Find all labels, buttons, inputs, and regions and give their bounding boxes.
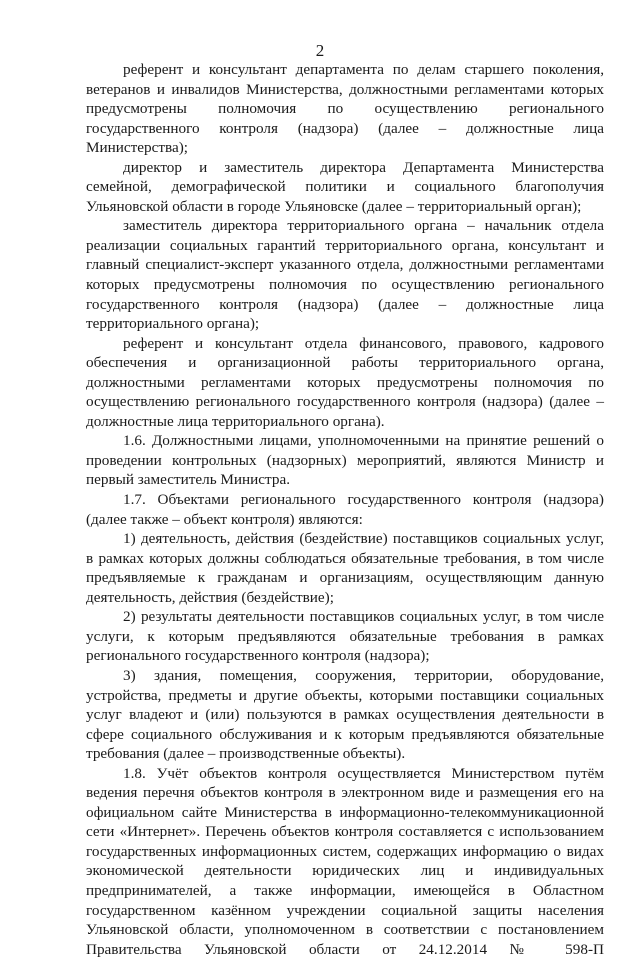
paragraph-item-3: 3) здания, помещения, сооружения, территории, оборудование, устройства, предметы и другие объекты, которыми поставщики социальных услуг владеют и (или) пользуются в рамках осуществления деятельности в сфере социального обслуживания и к которым предъявляются обязательные требования (далее – производственные объекты). <box>86 666 604 763</box>
paragraph-referent-finance: референт и консультант отдела финансового, правового, кадрового обеспечения и организационной работы территориального органа, должностными регламентами которых предусмотрены полномочия по осуществлению регионального государственного контроля (надзора) (далее – должностные лица территориального органа). <box>86 334 604 430</box>
document-body <box>86 60 604 959</box>
paragraph-director-territorial: директор и заместитель директора Департамента Министерства семейной, демографической политики и социального благополучия Ульяновской области в городе Ульяновске (далее – территориальный орган); <box>86 158 604 215</box>
paragraph-1-8: 1.8. Учёт объектов контроля осуществляется Министерством путём ведения перечня объектов контроля в электронном виде и размещения его на официальном сайте Министерства в информационно-телекоммуникационной сети «Интернет». Перечень объектов контроля составляется с использованием государственных информационных систем, содержащих информацию о видах экономической деятельности юридических лиц и индивидуальных предпринимателей, а также информации, имеющейся в Областном государственном казённом учреждении социальной защиты населения Ульяновской области, уполномоченном в соответствии с постановлением Правительства Ульяновской области от 24.12.2014 № 598-П <box>86 764 604 958</box>
paragraph-1-7: 1.7. Объектами регионального государственного контроля (надзора) (далее также – объект контроля) являются: <box>86 491 604 528</box>
paragraph-deputy-director: заместитель директора территориального органа – начальник отдела реализации социальных гарантий территориального органа, консультант и главный специалист-эксперт указанного отдела, должностными регламентами которых предусмотрены полномочия по осуществлению регионального государственного контроля (надзора) (далее – должностные лица территориального органа); <box>86 217 604 333</box>
paragraph-item-2: 2) результаты деятельности поставщиков социальных услуг, в том числе услуги, к которым предъявляются обязательные требования в рамках регионального государственного контроля (надзора); <box>86 608 604 665</box>
page-number: 2 <box>315 41 325 60</box>
paragraph-item-1: 1) деятельность, действия (бездействие) поставщиков социальных услуг, в рамках которых должны соблюдаться обязательные требования, в том числе предъявляемые к гражданам и организациям, осуществляющим данную деятельность, действия (бездействие); <box>86 530 604 606</box>
paragraph-referent-ministry: референт и консультант департамента по делам старшего поколения, ветеранов и инвалидов Министерства, должностными регламентами которых предусмотрены полномочия по осуществлению регионального государственного контроля (надзора) (далее – должностные лица Министерства); <box>86 61 604 157</box>
paragraph-1-6: 1.6. Должностными лицами, уполномоченными на принятие решений о проведении контрольных (надзорных) мероприятий, являются Министр и первый заместитель Министра. <box>86 432 604 489</box>
